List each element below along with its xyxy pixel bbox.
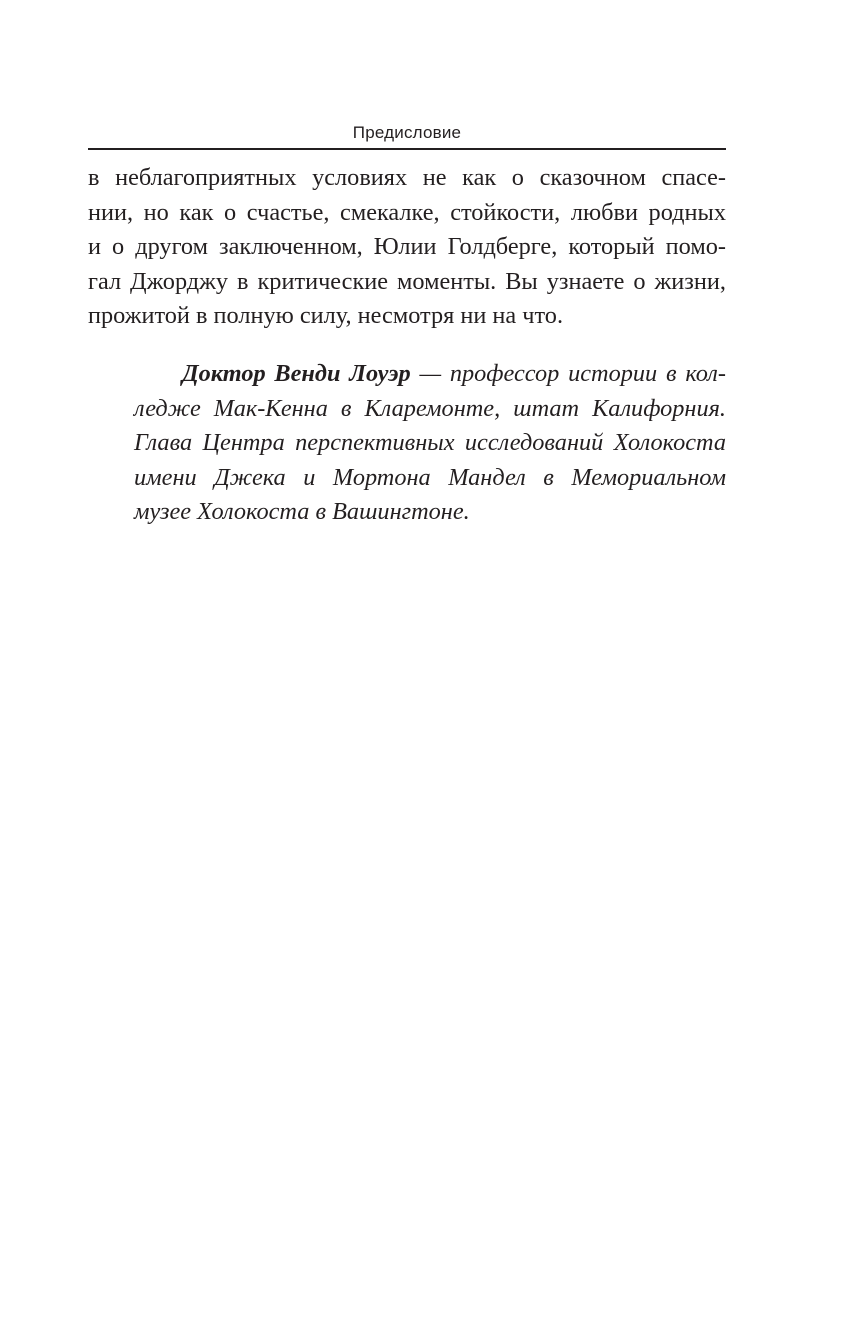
bio-line: музее Холокоста в Вашингтоне. <box>134 498 470 525</box>
bio-line: ледже Мак-Кенна в Кларемонте, штат Калифорния. <box>134 394 726 422</box>
bio-line: Глава Центра перспективных исследований Холокоста <box>134 429 726 456</box>
body-paragraph <box>88 161 726 334</box>
author-bio <box>134 357 726 530</box>
body-line: в неблагоприятных условиях не как о сказочном спасе- <box>88 164 726 191</box>
body-line: и о другом заключенном, Юлии Голдберге, который помо- <box>88 233 726 260</box>
bio-line <box>134 357 726 392</box>
running-head <box>88 120 726 150</box>
running-head-title: Предисловие <box>352 123 462 142</box>
bio-author-name: Доктор Венди Лоуэр <box>182 360 411 387</box>
bio-line: имени Джека и Мортона Мандел в Мемориальном <box>134 463 726 491</box>
body-line: нии, но как о счастье, смекалке, стойкости, любви родных <box>88 198 726 226</box>
body-line: гал Джорджу в критические моменты. Вы узнаете о жизни, <box>88 267 726 295</box>
body-line: прожитой в полную силу, несмотря ни на что. <box>88 302 564 329</box>
bio-first-line-text: — профессор истории в кол- <box>410 360 726 387</box>
